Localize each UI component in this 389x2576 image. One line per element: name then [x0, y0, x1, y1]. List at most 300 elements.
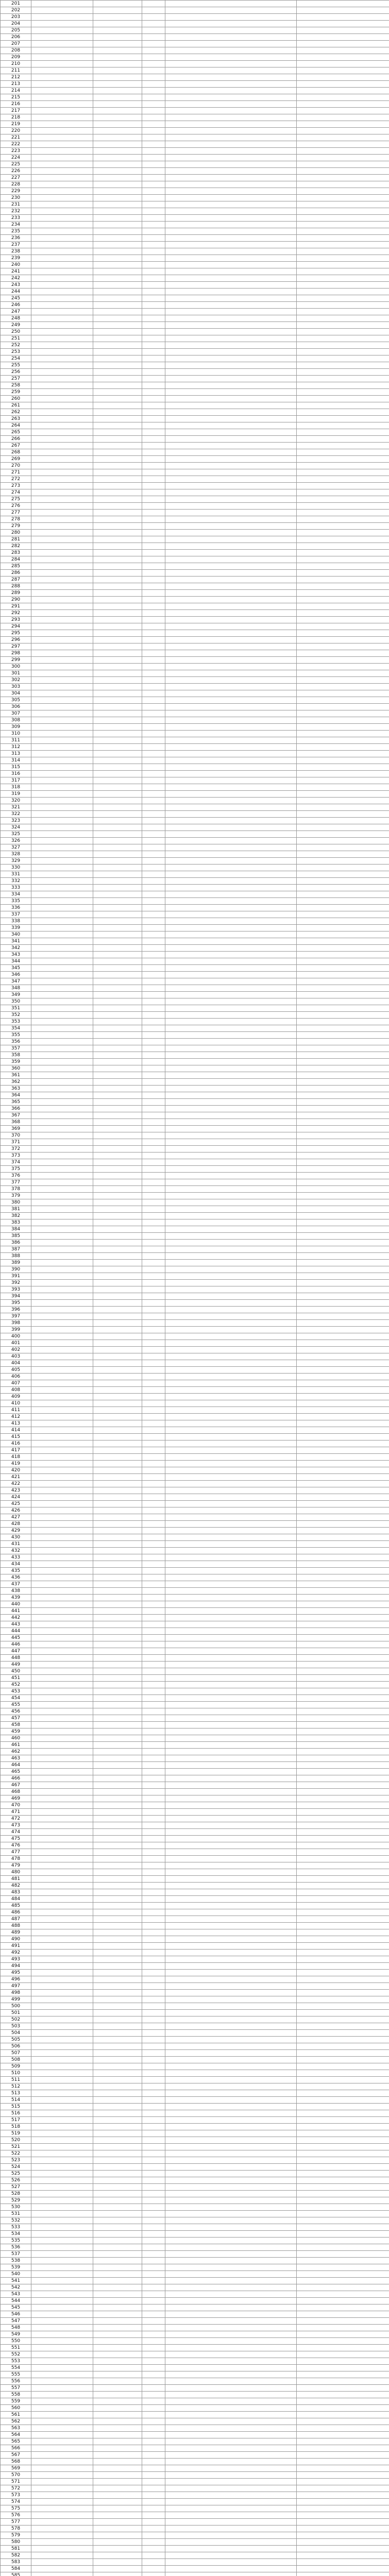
id-number-cell: [165, 918, 297, 925]
major-cell: [297, 168, 389, 175]
major-cell: [297, 1374, 389, 1380]
student-type-cell: [93, 1119, 142, 1126]
table-row: [1, 1641, 389, 1648]
serial-no-cell: 528: [1, 2191, 31, 2197]
gender-cell: [142, 1260, 165, 1266]
serial-no-cell: 577: [1, 2519, 31, 2526]
student-type-cell: [93, 2258, 142, 2264]
id-number-cell: [165, 1541, 297, 1548]
gender-cell: [142, 201, 165, 208]
id-number-cell: [165, 2512, 297, 2519]
serial-no-cell: 531: [1, 2211, 31, 2217]
name-cell: [31, 161, 93, 168]
name-cell: [31, 2398, 93, 2405]
name-cell: [31, 2244, 93, 2251]
student-type-cell: [93, 2030, 142, 2037]
student-type-cell: [93, 2452, 142, 2459]
name-cell: [31, 2351, 93, 2358]
id-number-cell: [165, 2063, 297, 2070]
student-type-cell: [93, 1126, 142, 1132]
serial-no-cell: 381: [1, 1206, 31, 1213]
serial-no-cell: 264: [1, 422, 31, 429]
student-type-cell: [93, 1775, 142, 1782]
gender-cell: [142, 2539, 165, 2546]
id-number-cell: [165, 751, 297, 757]
serial-no-cell: 272: [1, 476, 31, 483]
major-cell: [297, 2445, 389, 2452]
gender-cell: [142, 1099, 165, 1106]
name-cell: [31, 416, 93, 422]
major-cell: [297, 2037, 389, 2043]
major-cell: [297, 1923, 389, 1929]
name-cell: [31, 1280, 93, 1286]
name-cell: [31, 422, 93, 429]
student-type-cell: [93, 1132, 142, 1139]
gender-cell: [142, 1186, 165, 1193]
name-cell: [31, 1173, 93, 1179]
id-number-cell: [165, 550, 297, 556]
serial-no-cell: 212: [1, 74, 31, 81]
serial-no-cell: 321: [1, 804, 31, 811]
major-cell: [297, 1889, 389, 1896]
major-cell: [297, 972, 389, 978]
major-cell: [297, 2532, 389, 2539]
id-number-cell: [165, 1173, 297, 1179]
major-cell: [297, 925, 389, 931]
gender-cell: [142, 1132, 165, 1139]
gender-cell: [142, 1461, 165, 1467]
student-type-cell: [93, 751, 142, 757]
table-row: [1, 1970, 389, 1976]
table-row: [1, 449, 389, 456]
gender-cell: [142, 1528, 165, 1534]
major-cell: [297, 161, 389, 168]
student-type-cell: [93, 2090, 142, 2097]
student-type-cell: [93, 1883, 142, 1889]
student-type-cell: [93, 1, 142, 7]
id-number-cell: [165, 1889, 297, 1896]
serial-no-cell: 275: [1, 496, 31, 503]
student-type-cell: [93, 1434, 142, 1440]
student-type-cell: [93, 2519, 142, 2526]
gender-cell: [142, 2057, 165, 2063]
student-type-cell: [93, 242, 142, 248]
name-cell: [31, 2090, 93, 2097]
student-type-cell: [93, 931, 142, 938]
gender-cell: [142, 1976, 165, 1983]
major-cell: [297, 2311, 389, 2318]
major-cell: [297, 2358, 389, 2365]
table-row: [1, 1923, 389, 1929]
gender-cell: [142, 148, 165, 155]
table-row: [1, 1427, 389, 1434]
major-cell: [297, 2271, 389, 2278]
gender-cell: [142, 2298, 165, 2304]
name-cell: [31, 590, 93, 597]
gender-cell: [142, 1568, 165, 1574]
table-row: [1, 684, 389, 690]
major-cell: [297, 1849, 389, 1856]
table-row: [1, 1273, 389, 1280]
major-cell: [297, 2438, 389, 2445]
id-number-cell: [165, 1086, 297, 1092]
id-number-cell: [165, 724, 297, 731]
major-cell: [297, 1300, 389, 1307]
id-number-cell: [165, 1695, 297, 1702]
id-number-cell: [165, 871, 297, 878]
name-cell: [31, 463, 93, 469]
id-number-cell: [165, 1588, 297, 1595]
student-type-cell: [93, 1568, 142, 1574]
major-cell: [297, 945, 389, 952]
name-cell: [31, 1186, 93, 1193]
gender-cell: [142, 1019, 165, 1025]
gender-cell: [142, 7, 165, 14]
major-cell: [297, 2505, 389, 2512]
student-type-cell: [93, 355, 142, 362]
id-number-cell: [165, 469, 297, 476]
name-cell: [31, 650, 93, 657]
student-type-cell: [93, 382, 142, 389]
gender-cell: [142, 1936, 165, 1943]
student-type-cell: [93, 1025, 142, 1032]
name-cell: [31, 1702, 93, 1708]
id-number-cell: [165, 2331, 297, 2338]
serial-no-cell: 386: [1, 1240, 31, 1246]
table-row: [1, 1916, 389, 1923]
major-cell: [297, 1936, 389, 1943]
major-cell: [297, 369, 389, 376]
student-type-cell: [93, 556, 142, 563]
name-cell: [31, 2164, 93, 2171]
id-number-cell: [165, 2010, 297, 2016]
table-row: [1, 1072, 389, 1079]
serial-no-cell: 449: [1, 1662, 31, 1668]
major-cell: [297, 1494, 389, 1501]
serial-no-cell: 454: [1, 1695, 31, 1702]
serial-no-cell: 433: [1, 1554, 31, 1561]
major-cell: [297, 302, 389, 309]
major-cell: [297, 1126, 389, 1132]
id-number-cell: [165, 516, 297, 523]
serial-no-cell: 382: [1, 1213, 31, 1219]
major-cell: [297, 1856, 389, 1862]
table-row: [1, 1735, 389, 1742]
id-number-cell: [165, 483, 297, 489]
student-type-cell: [93, 1728, 142, 1735]
name-cell: [31, 1126, 93, 1132]
student-type-cell: [93, 2104, 142, 2110]
major-cell: [297, 891, 389, 898]
name-cell: [31, 851, 93, 858]
major-cell: [297, 1380, 389, 1387]
name-cell: [31, 2512, 93, 2519]
id-number-cell: [165, 1045, 297, 1052]
major-cell: [297, 556, 389, 563]
id-number-cell: [165, 1923, 297, 1929]
student-type-cell: [93, 1936, 142, 1943]
student-type-cell: [93, 88, 142, 94]
serial-no-cell: 582: [1, 2552, 31, 2559]
student-type-cell: [93, 1387, 142, 1394]
student-type-cell: [93, 2191, 142, 2197]
student-type-cell: [93, 2016, 142, 2023]
gender-cell: [142, 255, 165, 262]
id-number-cell: [165, 1595, 297, 1601]
serial-no-cell: 268: [1, 449, 31, 456]
id-number-cell: [165, 972, 297, 978]
serial-no-cell: 457: [1, 1715, 31, 1722]
serial-no-cell: 243: [1, 282, 31, 289]
name-cell: [31, 918, 93, 925]
gender-cell: [142, 905, 165, 911]
table-row: [1, 1079, 389, 1086]
id-number-cell: [165, 1983, 297, 1990]
student-type-cell: [93, 650, 142, 657]
serial-no-cell: 286: [1, 570, 31, 577]
major-cell: [297, 1588, 389, 1595]
major-cell: [297, 717, 389, 724]
name-cell: [31, 737, 93, 744]
major-cell: [297, 1769, 389, 1775]
table-row: [1, 1219, 389, 1226]
student-type-cell: [93, 690, 142, 697]
serial-no-cell: 225: [1, 161, 31, 168]
major-cell: [297, 2345, 389, 2351]
student-type-cell: [93, 1253, 142, 1260]
student-type-cell: [93, 1856, 142, 1862]
name-cell: [31, 2405, 93, 2412]
student-type-cell: [93, 2077, 142, 2083]
table-row: [1, 1682, 389, 1688]
serial-no-cell: 448: [1, 1655, 31, 1662]
table-row: [1, 777, 389, 784]
gender-cell: [142, 831, 165, 838]
name-cell: [31, 1688, 93, 1695]
serial-no-cell: 451: [1, 1675, 31, 1682]
student-type-cell: [93, 1695, 142, 1702]
major-cell: [297, 2278, 389, 2284]
table-row: [1, 643, 389, 650]
gender-cell: [142, 1400, 165, 1407]
serial-no-cell: 420: [1, 1467, 31, 1474]
gender-cell: [142, 1360, 165, 1367]
table-row: [1, 422, 389, 429]
gender-cell: [142, 322, 165, 329]
gender-cell: [142, 2572, 165, 2576]
table-row: [1, 1963, 389, 1970]
id-number-cell: [165, 610, 297, 617]
student-type-cell: [93, 1514, 142, 1521]
id-number-cell: [165, 570, 297, 577]
student-type-cell: [93, 1340, 142, 1347]
major-cell: [297, 2124, 389, 2130]
serial-no-cell: 391: [1, 1273, 31, 1280]
major-cell: [297, 329, 389, 335]
serial-no-cell: 359: [1, 1059, 31, 1065]
name-cell: [31, 1514, 93, 1521]
major-cell: [297, 2197, 389, 2204]
name-cell: [31, 2144, 93, 2150]
major-cell: [297, 275, 389, 282]
id-number-cell: [165, 1722, 297, 1728]
name-cell: [31, 1307, 93, 1313]
serial-no-cell: 436: [1, 1574, 31, 1581]
name-cell: [31, 342, 93, 349]
id-number-cell: [165, 309, 297, 315]
serial-no-cell: 269: [1, 456, 31, 463]
student-type-cell: [93, 550, 142, 556]
name-cell: [31, 958, 93, 965]
name-cell: [31, 101, 93, 108]
id-number-cell: [165, 1534, 297, 1541]
name-cell: [31, 282, 93, 289]
major-cell: [297, 1809, 389, 1816]
table-row: [1, 931, 389, 938]
major-cell: [297, 2459, 389, 2465]
table-row: [1, 1454, 389, 1461]
name-cell: [31, 570, 93, 577]
major-cell: [297, 2130, 389, 2137]
gender-cell: [142, 1950, 165, 1956]
gender-cell: [142, 1320, 165, 1327]
gender-cell: [142, 583, 165, 590]
id-number-cell: [165, 731, 297, 737]
table-row: [1, 1005, 389, 1012]
id-number-cell: [165, 389, 297, 396]
table-row: [1, 1829, 389, 1836]
gender-cell: [142, 2365, 165, 2371]
id-number-cell: [165, 2445, 297, 2452]
id-number-cell: [165, 1005, 297, 1012]
name-cell: [31, 1461, 93, 1467]
id-number-cell: [165, 1414, 297, 1420]
name-cell: [31, 443, 93, 449]
gender-cell: [142, 242, 165, 248]
serial-no-cell: 542: [1, 2284, 31, 2291]
table-row: [1, 1775, 389, 1782]
gender-cell: [142, 2405, 165, 2412]
table-row: [1, 925, 389, 931]
serial-no-cell: 408: [1, 1387, 31, 1394]
name-cell: [31, 168, 93, 175]
student-type-cell: [93, 2311, 142, 2318]
gender-cell: [142, 416, 165, 422]
id-number-cell: [165, 865, 297, 871]
name-cell: [31, 208, 93, 215]
student-type-cell: [93, 2130, 142, 2137]
gender-cell: [142, 891, 165, 898]
major-cell: [297, 449, 389, 456]
student-type-cell: [93, 2023, 142, 2030]
serial-no-cell: 326: [1, 838, 31, 844]
gender-cell: [142, 1648, 165, 1655]
gender-cell: [142, 2472, 165, 2479]
name-cell: [31, 1615, 93, 1621]
table-row: [1, 175, 389, 181]
id-number-cell: [165, 2077, 297, 2083]
student-type-cell: [93, 1139, 142, 1146]
major-cell: [297, 1005, 389, 1012]
student-type-cell: [93, 1903, 142, 1909]
student-type-cell: [93, 1199, 142, 1206]
serial-no-cell: 365: [1, 1099, 31, 1106]
serial-no-cell: 410: [1, 1400, 31, 1407]
id-number-cell: [165, 1869, 297, 1876]
student-type-cell: [93, 965, 142, 972]
id-number-cell: [165, 931, 297, 938]
name-cell: [31, 215, 93, 222]
student-type-cell: [93, 2566, 142, 2572]
serial-no-cell: 584: [1, 2566, 31, 2572]
id-number-cell: [165, 489, 297, 496]
name-cell: [31, 798, 93, 804]
major-cell: [297, 1059, 389, 1065]
table-row: [1, 791, 389, 798]
gender-cell: [142, 376, 165, 382]
gender-cell: [142, 2164, 165, 2171]
name-cell: [31, 1541, 93, 1548]
serial-no-cell: 512: [1, 2083, 31, 2090]
table-row: [1, 7, 389, 14]
table-row: [1, 409, 389, 416]
student-type-cell: [93, 1621, 142, 1628]
serial-no-cell: 504: [1, 2030, 31, 2037]
id-number-cell: [165, 878, 297, 885]
major-cell: [297, 2325, 389, 2331]
student-type-cell: [93, 1501, 142, 1507]
student-type-cell: [93, 838, 142, 844]
major-cell: [297, 1347, 389, 1353]
table-row: [1, 2438, 389, 2445]
serial-no-cell: 576: [1, 2512, 31, 2519]
name-cell: [31, 1896, 93, 1903]
name-cell: [31, 985, 93, 992]
gender-cell: [142, 1045, 165, 1052]
gender-cell: [142, 1474, 165, 1481]
id-number-cell: [165, 536, 297, 543]
serial-no-cell: 532: [1, 2217, 31, 2224]
student-type-cell: [93, 2398, 142, 2405]
name-cell: [31, 2358, 93, 2365]
id-number-cell: [165, 1996, 297, 2003]
major-cell: [297, 469, 389, 476]
name-cell: [31, 1132, 93, 1139]
table-row: [1, 2345, 389, 2351]
serial-no-cell: 510: [1, 2070, 31, 2077]
serial-no-cell: 472: [1, 1816, 31, 1822]
name-cell: [31, 27, 93, 34]
table-row: [1, 2566, 389, 2572]
major-cell: [297, 2144, 389, 2150]
serial-no-cell: 327: [1, 844, 31, 851]
serial-no-cell: 288: [1, 583, 31, 590]
table-row: [1, 376, 389, 382]
serial-no-cell: 398: [1, 1320, 31, 1327]
serial-no-cell: 452: [1, 1682, 31, 1688]
name-cell: [31, 543, 93, 550]
student-type-cell: [93, 1755, 142, 1762]
name-cell: [31, 2425, 93, 2432]
table-row: [1, 2244, 389, 2251]
student-type-cell: [93, 1481, 142, 1487]
student-type-cell: [93, 1976, 142, 1983]
table-row: [1, 188, 389, 195]
id-number-cell: [165, 804, 297, 811]
serial-no-cell: 521: [1, 2144, 31, 2150]
gender-cell: [142, 2526, 165, 2532]
name-cell: [31, 2157, 93, 2164]
